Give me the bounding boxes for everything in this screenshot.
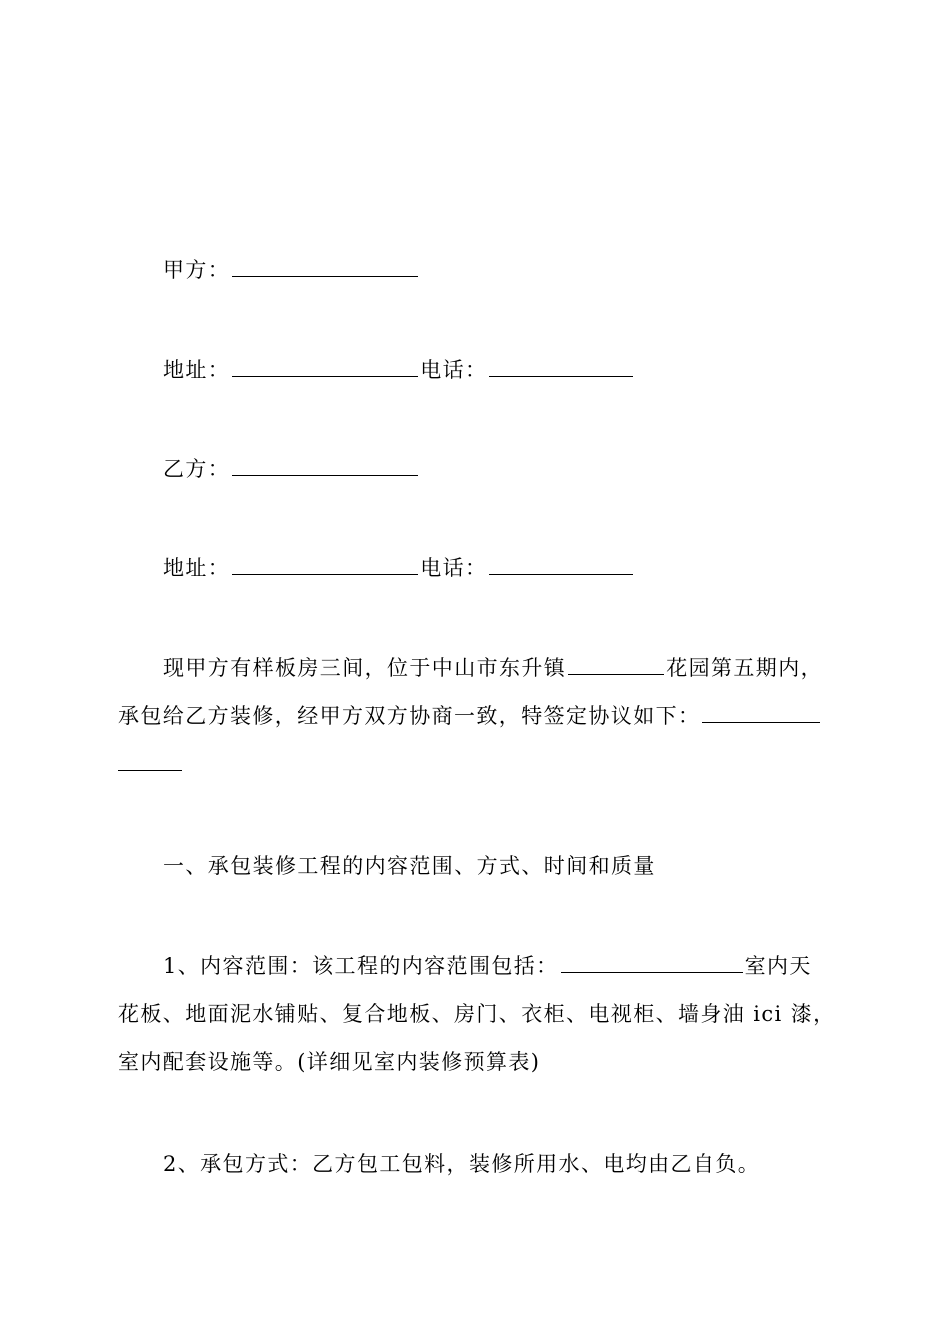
party-a-phone-label: 电话： xyxy=(420,358,488,382)
item-1-line-3-text: 室内配套设施等。(详细见室内装修预算表) xyxy=(118,1050,541,1074)
party-b-address-line xyxy=(163,552,635,584)
intro-text-after: 花园第五期内， xyxy=(666,656,824,680)
item-1-line-1 xyxy=(163,950,812,982)
party-b-address-label: 地址： xyxy=(163,556,231,580)
party-b-address-blank xyxy=(232,552,418,575)
item-1-line-2 xyxy=(118,998,836,1030)
section-1-heading xyxy=(163,850,656,882)
item-2-line xyxy=(163,1148,760,1180)
party-b-line xyxy=(163,453,420,485)
item-2-text: 2、承包方式：乙方包工包料，装修所用水、电均由乙自负。 xyxy=(163,1152,761,1176)
intro-line-3 xyxy=(118,748,184,780)
party-a-name-blank xyxy=(232,254,418,277)
party-b-phone-label: 电话： xyxy=(420,556,488,580)
intro-line-2 xyxy=(118,700,822,732)
party-b-name-blank xyxy=(232,453,418,476)
item-1-text-before: 1、内容范围：该工程的内容范围包括： xyxy=(163,954,559,978)
intro-trailing-blank-1 xyxy=(702,700,820,723)
party-a-address-line xyxy=(163,354,635,386)
item-1-line-3 xyxy=(118,1046,540,1078)
party-a-address-label: 地址： xyxy=(163,358,231,382)
party-b-label: 乙方： xyxy=(163,457,231,481)
party-a-phone-blank xyxy=(489,354,633,377)
intro-text-before: 现甲方有样板房三间，位于中山市东升镇 xyxy=(163,656,567,680)
item-1-text-after: 室内天 xyxy=(744,954,812,978)
item-1-line-2-text: 花板、地面泥水铺贴、复合地板、房门、衣柜、电视柜、墙身油 ici 漆， xyxy=(118,1002,836,1026)
intro-line-1 xyxy=(163,652,823,684)
intro-line-2-text: 承包给乙方装修，经甲方双方协商一致，特签定协议如下： xyxy=(118,704,701,728)
party-a-label: 甲方： xyxy=(163,258,231,282)
party-a-line xyxy=(163,254,420,286)
scope-blank xyxy=(561,950,743,973)
garden-name-blank xyxy=(568,652,664,675)
party-a-address-blank xyxy=(232,354,418,377)
intro-trailing-blank-2 xyxy=(118,748,182,771)
section-1-heading-text: 一、承包装修工程的内容范围、方式、时间和质量 xyxy=(163,854,656,878)
party-b-phone-blank xyxy=(489,552,633,575)
